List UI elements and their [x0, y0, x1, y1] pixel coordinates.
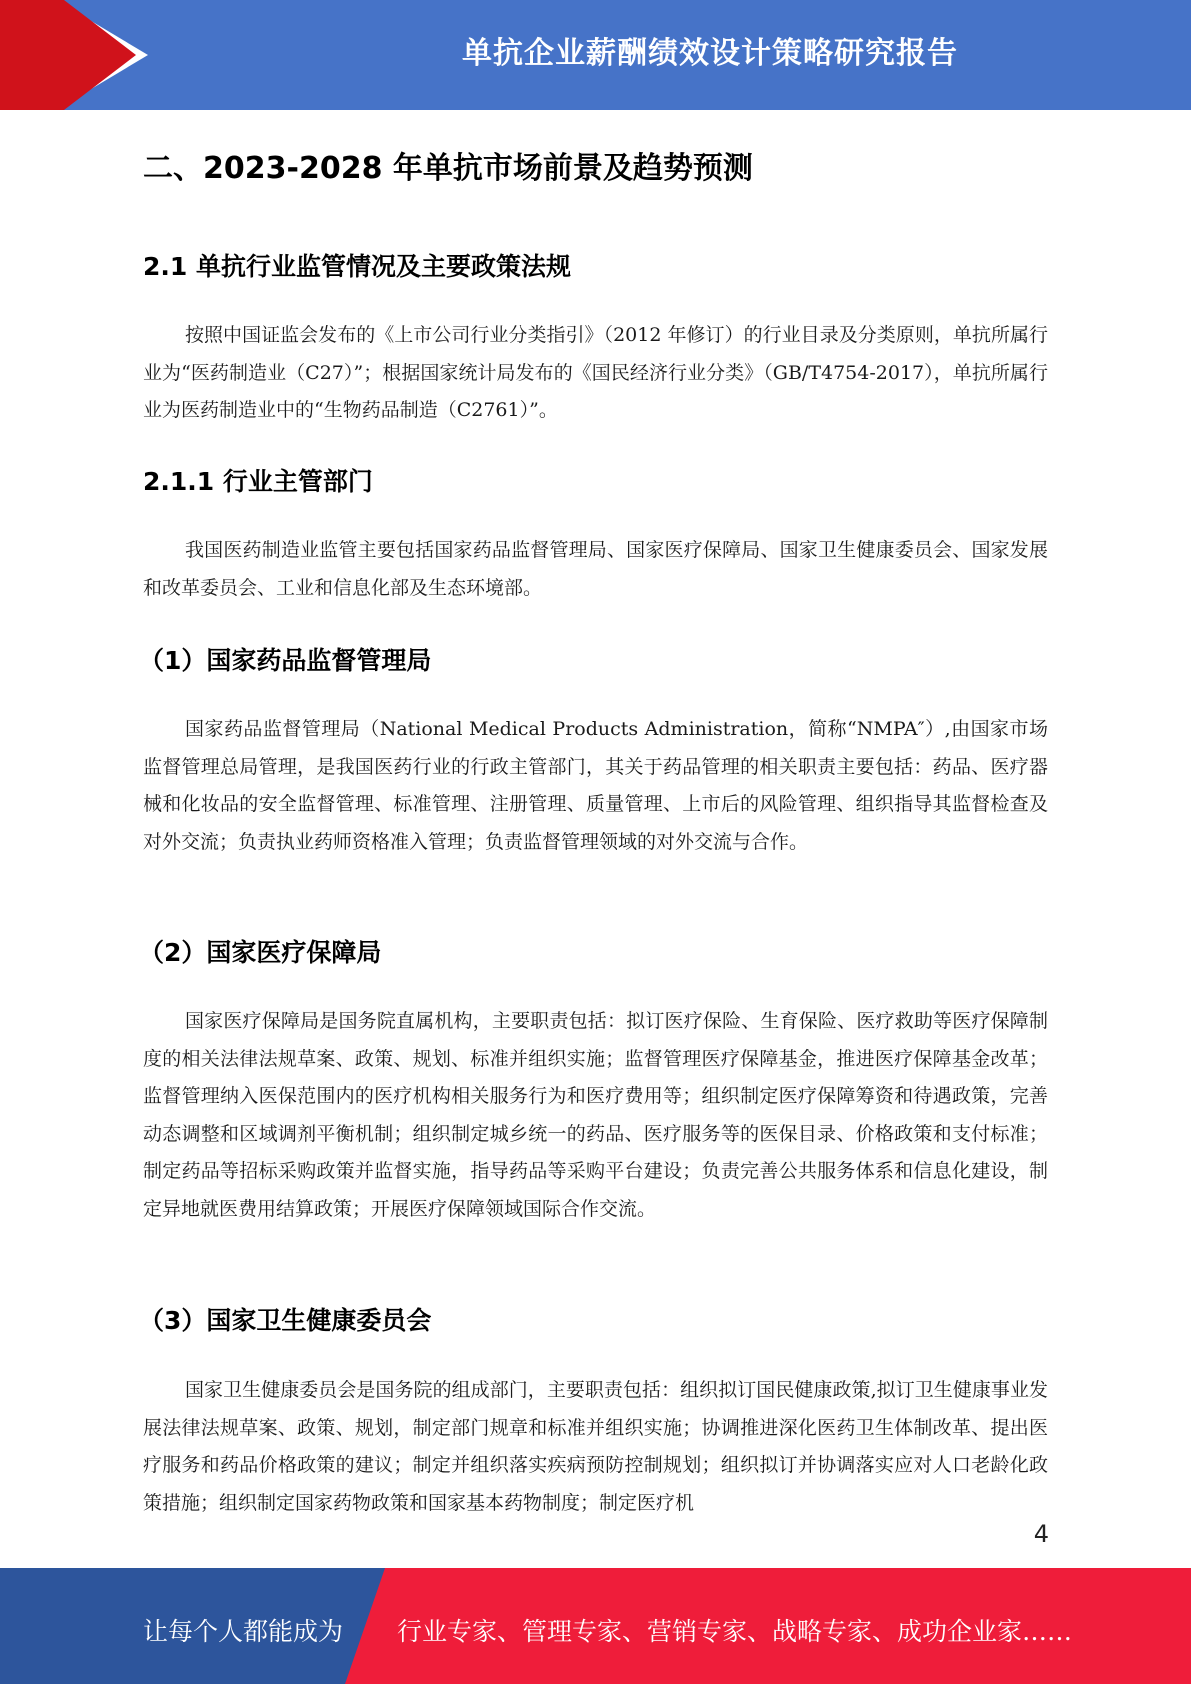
header-title: 单抗企业薪酬绩效设计策略研究报告	[462, 36, 958, 71]
item-paragraph-nmpa: 国家药品监督管理局（National Medical Products Administration，简称“NMPA″）,由国家市场监督管理总局管理，是我国医药行业的行政主管部门，其关于药品管理的相关职责主要包括：药品、医疗器械和化妆品的安全监督管理、标准管理、注册管理、质量管理、上市后的风险管理、组织指导其监督检查及对外交流；负责执业药师资格准入管理；负责监督管理领域的对外交流与合作。	[143, 718, 1048, 853]
item-title-nhc: （3）国家卫生健康委员会	[139, 1306, 432, 1335]
page-footer	[0, 1568, 1191, 1684]
subsubsection-title: 2.1.1 行业主管部门	[143, 467, 373, 496]
page-header	[0, 0, 1191, 110]
subsubsection-paragraph: 我国医药制造业监管主要包括国家药品监督管理局、国家医疗保障局、国家卫生健康委员会、国家发展和改革委员会、工业和信息化部及生态环境部。	[143, 539, 1048, 599]
page-number: 4	[1033, 1520, 1049, 1548]
footer-slogan-left: 让每个人都能成为	[143, 1617, 344, 1646]
subsection-title: 2.1 单抗行业监管情况及主要政策法规	[143, 252, 571, 281]
header-chevron-logo	[0, 0, 160, 110]
item-title-nhsa: （2）国家医疗保障局	[139, 938, 382, 967]
item-title-nmpa: （1）国家药品监督管理局	[139, 646, 432, 675]
item-paragraph-nhc: 国家卫生健康委员会是国务院的组成部门，主要职责包括：组织拟订国民健康政策,拟订卫生健康事业发展法律法规草案、政策、规划，制定部门规章和标准并组织实施；协调推进深化医药卫生体制改革、提出医疗服务和药品价格政策的建议；制定并组织落实疾病预防控制规划；组织拟订并协调落实应对人口老龄化政策措施；组织制定国家药物政策和国家基本药物制度；制定医疗机	[143, 1379, 1048, 1514]
section-title: 二、2023-2028 年单抗市场前景及趋势预测	[143, 151, 753, 186]
item-paragraph-nhsa: 国家医疗保障局是国务院直属机构，主要职责包括：拟订医疗保险、生育保险、医疗救助等医疗保障制度的相关法律法规草案、政策、规划、标准并组织实施；监督管理医疗保障基金，推进医疗保障基金改革；监督管理纳入医保范围内的医疗机构相关服务行为和医疗费用等；组织制定医疗保障筹资和待遇政策，完善动态调整和区域调剂平衡机制；组织制定城乡统一的药品、医疗服务等的医保目录、价格政策和支付标准；制定药品等招标采购政策并监督实施，指导药品等采购平台建设；负责完善公共服务体系和信息化建设，制定异地就医费用结算政策；开展医疗保障领域国际合作交流。	[143, 1010, 1048, 1220]
footer-slogan-right: 行业专家、管理专家、营销专家、战略专家、成功企业家……	[397, 1617, 1073, 1646]
subsection-paragraph: 按照中国证监会发布的《上市公司行业分类指引》（2012 年修订）的行业目录及分类原则，单抗所属行业为“医药制造业（C27）”；根据国家统计局发布的《国民经济行业分类》（GB/T4754-2017），单抗所属行业为医药制造业中的“生物药品制造（C2761）”。	[143, 324, 1048, 421]
